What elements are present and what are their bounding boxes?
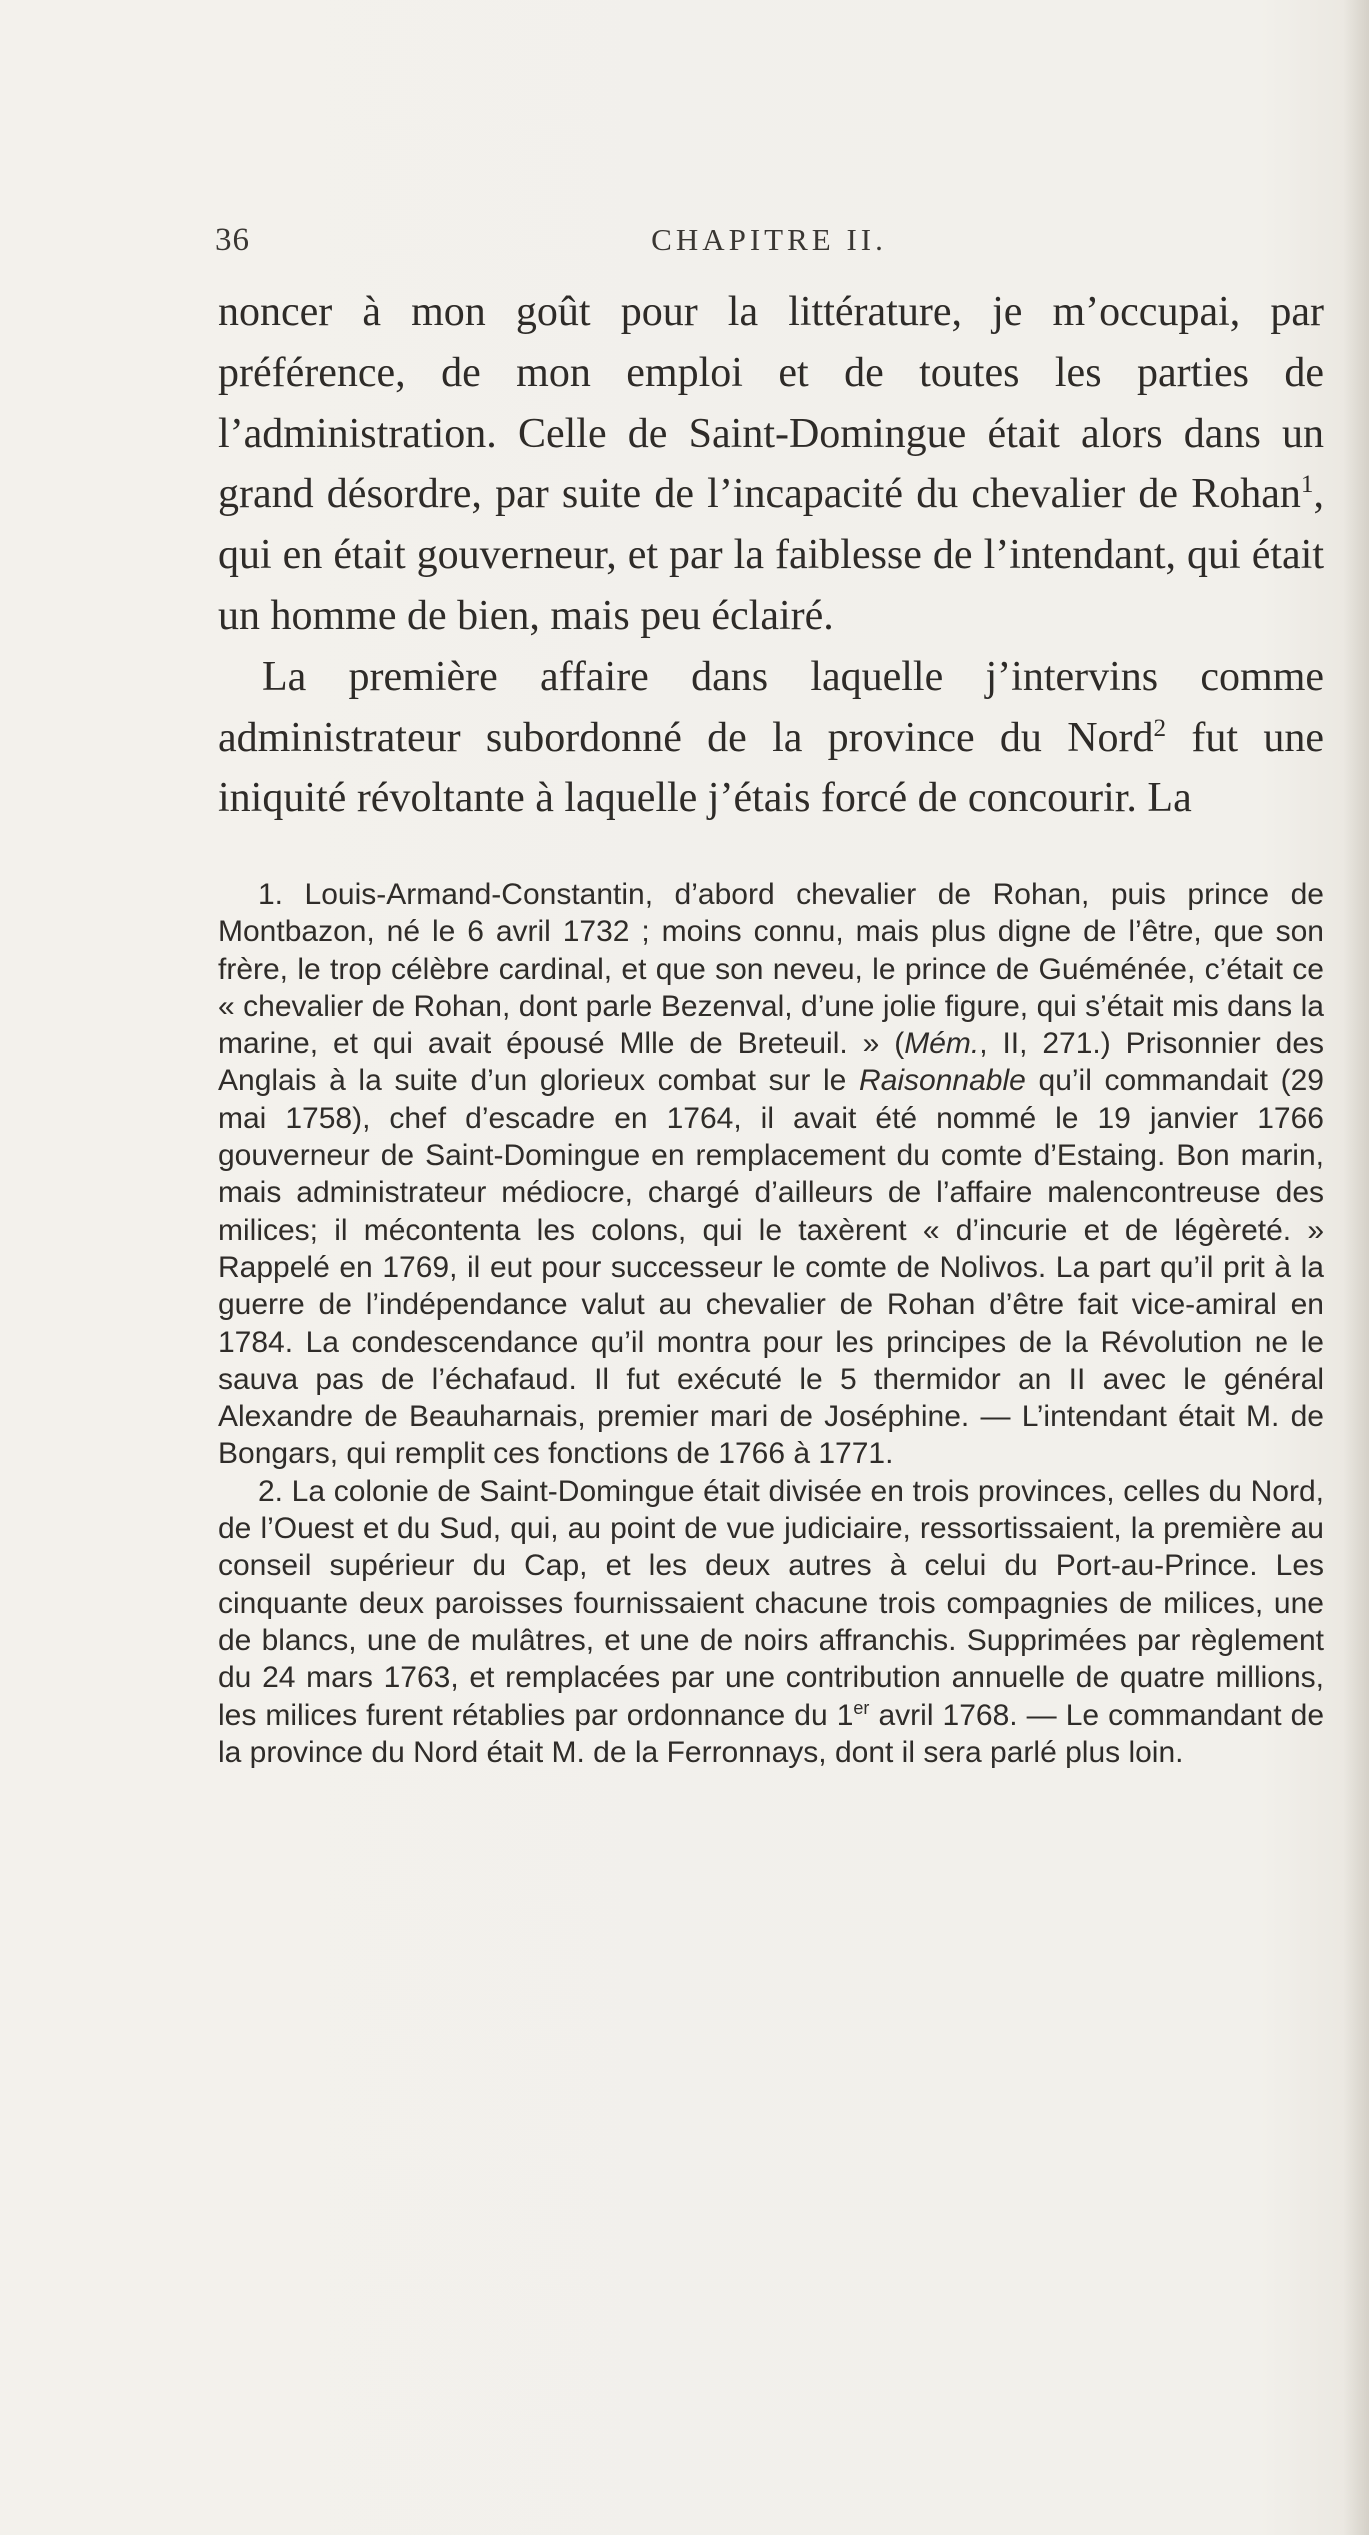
page-header	[215, 222, 1323, 262]
page-number: 36	[215, 222, 250, 258]
footnote-reference: 2	[1153, 714, 1167, 742]
footnote-text: , II, 271.) Prisonnier des Anglais à la suite d’un glorieux combat sur le	[218, 1027, 1324, 1098]
body-text: noncer à mon goût pour la littérature, je m’occupai, par préférence, de mon emploi et de toutes les parties de l’administration. Celle de Saint-Domingue était alors dans un grand désordre, par suite de l’incapacité du chevalier de Rohan	[218, 289, 1324, 518]
footnote	[218, 1473, 1324, 1771]
footnote-reference: 1	[1300, 471, 1314, 499]
footnote-italic: Mém.	[904, 1027, 980, 1061]
footnote-text: avril 1768. — Le commandant de la province du Nord était M. de la Ferronnays, dont il sera parlé plus loin.	[218, 1698, 1324, 1769]
footnote-number: 1.	[258, 878, 284, 911]
footnote-text: qu’il commandait (29 mai 1758), chef d’escadre en 1764, il avait été nommé le 19 janvier 1766 gouverneur de Saint-Domingue en remplacement du comte d’Estaing. Bon marin, mais administrateur médiocre, chargé d’ailleurs de l’affaire malencontreuse des milices; il mécontenta les colons, qui le taxèrent « d’incurie et de légèreté. » Rappelé en 1769, il eut pour successeur le comte de Nolivos. La part qu’il prit à la guerre de l’indépendance valut au chevalier de Rohan d’être fait vice-amiral en 1784. La condescendance qu’il montra pour les principes de la Révolution ne le sauva pas de l’échafaud. Il fut exécuté le 5 thermidor an II avec le général Alexandre de Beauharnais, premier mari de Joséphine. — L’intendant était M. de Bongars, qui remplit ces fonctions de 1766 à 1771.	[218, 1064, 1324, 1471]
body-paragraph	[218, 647, 1324, 829]
body-paragraph	[218, 282, 1324, 647]
footnote-italic-ship-name: Raisonnable	[859, 1064, 1026, 1098]
body-text: fut une iniquité révoltante à laquelle j’étais forcé de concourir. La	[218, 714, 1324, 822]
footnote-text: La colonie de Saint-Domingue était divisée en trois provinces, celles du Nord, de l’Ouest et du Sud, qui, au point de vue judiciaire, ressortissaient, la première au conseil supérieur du Cap, et les deux autres à celui du Port-au-Prince. Les cinquante deux paroisses fournissaient chacune trois compagnies de milices, une de blancs, une de mulâtres, et une de noirs affranchis. Supprimées par règlement du 24 mars 1763, et remplacées par une contribution annuelle de quatre millions, les milices furent rétablies par ordonnance du 1	[218, 1474, 1324, 1732]
footnotes	[218, 876, 1324, 1771]
footnote-text: Louis-Armand-Constantin, d’abord chevalier de Rohan, puis prince de Montbazon, né le 6 avril 1732 ; moins connu, mais plus digne de l’être, que son frère, le trop célèbre cardinal, et que son neveu, le prince de Guéménée, c’était ce « chevalier de Rohan, dont parle Bezenval, d’une jolie figure, qui s’était mis dans la marine, et qui avait épousé Mlle de Breteuil. » (	[218, 878, 1324, 1061]
ordinal-superscript: er	[853, 1697, 870, 1718]
footnote-number: 2.	[258, 1474, 284, 1508]
running-head: CHAPITRE II.	[651, 222, 887, 257]
body-text: La première affaire dans laquelle j’intervins comme administrateur subordonné de la province du Nord	[218, 653, 1324, 761]
page-edge-shadow	[1343, 0, 1369, 2535]
main-text	[218, 282, 1324, 829]
footnote	[218, 876, 1324, 1473]
body-text: , qui en était gouverneur, et par la faiblesse de l’intendant, qui était un homme de bien, mais peu éclairé.	[218, 471, 1324, 639]
